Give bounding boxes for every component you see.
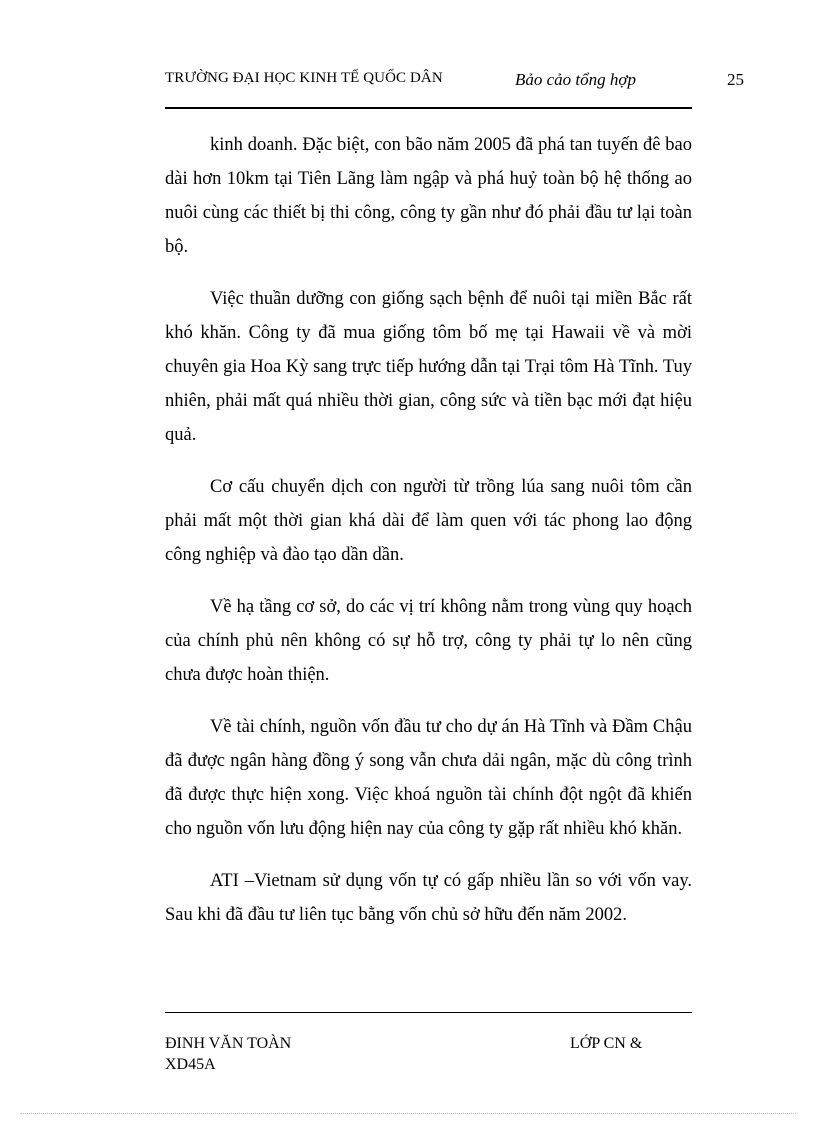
paragraph: kinh doanh. Đặc biệt, con bão năm 2005 đã phá tan tuyến đê bao dài hơn 10km tại Tiên Lãng làm ngập và phá huỷ toàn bộ hệ thống ao nuôi cùng các thiết bị thi công, công ty gần như đó phải đầu tư lại toàn bộ. (165, 135, 692, 257)
page-edge-divider (20, 1113, 796, 1114)
paragraph: Việc thuần dưỡng con giống sạch bệnh để nuôi tại miền Bắc rất khó khăn. Công ty đã mua giống tôm bố mẹ tại Hawaii về và mời chuyên gia Hoa Kỳ sang trực tiếp hướng dẫn tại Trại tôm Hà Tĩnh. Tuy nhiên, phải mất quá nhiều thời gian, công sức và tiền bạc mới đạt hiệu quả. (165, 289, 692, 445)
footer-author: ĐINH VĂN TOÀN (165, 1035, 292, 1052)
paragraph: Về hạ tầng cơ sở, do các vị trí không nằm trong vùng quy hoạch của chính phủ nên không có sự hỗ trợ, công ty phải tự lo nên cũng chưa được hoàn thiện. (165, 597, 692, 685)
header-divider (165, 107, 692, 109)
page-number: 25 (727, 70, 744, 89)
paragraph: Cơ cấu chuyển dịch con người từ trồng lúa sang nuôi tôm cần phải mất một thời gian khá dài để làm quen với tác phong lao động công nghiệp và đào tạo dần dần. (165, 477, 692, 565)
report-title: Bảo cảo tổng hợp (515, 70, 636, 89)
paragraph: ATI –Vietnam sử dụng vốn tự có gấp nhiều lần so với vốn vay. Sau khi đã đầu tư liên tục bằng vốn chủ sở hữu đến năm 2002. (165, 871, 692, 925)
footer-class-label: LỚP CN & (570, 1035, 643, 1052)
footer-divider (165, 1012, 692, 1013)
footer-class-code: XD45A (165, 1056, 216, 1073)
document-body (165, 128, 692, 932)
page-header (165, 70, 745, 94)
paragraph: Về tài chính, nguồn vốn đầu tư cho dự án Hà Tĩnh và Đầm Chậu đã được ngân hàng đồng ý song vẫn chưa dải ngân, mặc dù công trình đã được thực hiện xong. Việc khoá nguồn tài chính đột ngột đã khiến cho nguồn vốn lưu động hiện nay của công ty gặp rất nhiều khó khăn. (165, 717, 692, 839)
school-name: TRƯỜNG ĐẠI HỌC KINH TẾ QUỐC DÂN (165, 70, 443, 86)
